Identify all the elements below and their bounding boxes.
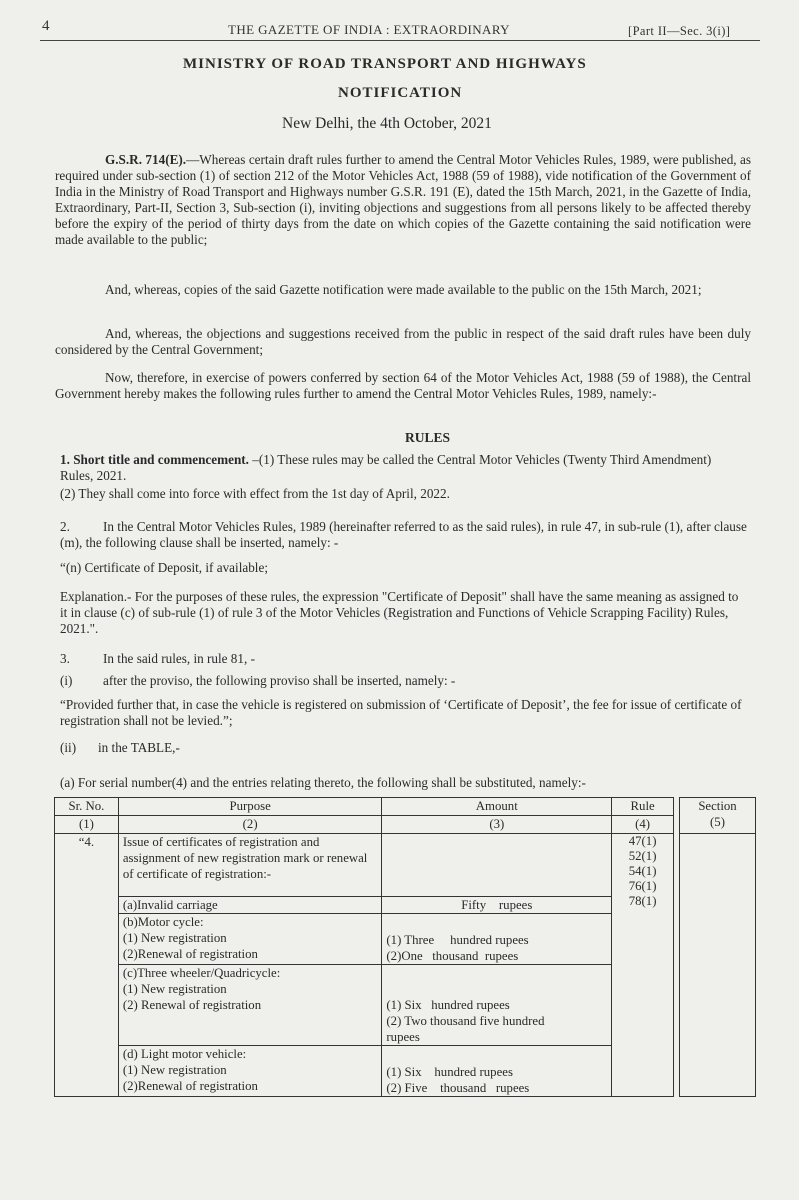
col-num-1: (1) xyxy=(55,816,119,834)
lmv-new: (1) New registration xyxy=(122,1063,227,1077)
three-wheeler-new: (1) New registration xyxy=(122,982,227,996)
header-purpose: Purpose xyxy=(118,798,382,816)
preamble-paragraph-2: And, whereas, copies of the said Gazette notification were made available to the public on the 15th March, 2021; xyxy=(105,282,702,297)
preamble-paragraph-4: Now, therefore, in exercise of powers conferred by section 64 of the Motor Vehicles Act, 1988 (59 of 1988), the Central Government hereby makes the following rules further to amend the Central Motor Vehicles Rules, 1989, namely:- xyxy=(55,370,751,401)
rule-3-number: 3. xyxy=(60,651,70,666)
col-num-4: (4) xyxy=(612,816,674,834)
table-row xyxy=(55,834,756,897)
rule-3-i-text: after the proviso, the following proviso shall be inserted, namely: - xyxy=(103,673,456,688)
motorcycle-amount-2: (2)One thousand rupees xyxy=(386,949,519,963)
col-num-2: (2) xyxy=(118,816,382,834)
part-section-label: [Part II—Sec. 3(i)] xyxy=(628,24,731,38)
table-gap xyxy=(674,816,680,834)
section-cell xyxy=(680,834,756,1097)
motorcycle-amount xyxy=(382,914,612,965)
gsr-number: G.S.R. 714(E). xyxy=(105,152,187,167)
rule-ref: 52(1) xyxy=(628,849,657,863)
motorcycle-renew: (2)Renewal of registration xyxy=(122,947,258,961)
lmv-label: (d) Light motor vehicle: xyxy=(122,1047,247,1061)
lmv-amount-1: (1) Six hundred rupees xyxy=(386,1065,513,1079)
motorcycle-amount-1: (1) Three hundred rupees xyxy=(386,933,529,947)
rules-heading: RULES xyxy=(405,430,451,445)
three-wheeler-amount-3: rupees xyxy=(386,1030,420,1044)
rule-2-explanation: Explanation.- For the purposes of these rules, the expression "Certificate of Deposit" shall have the same meaning as assigned to it in clause (c) of sub-rule (1) of rule 3 of the Motor Vehicles (Registration and Functions of Vehicle Scrapping Facility) Rules, 2021.". xyxy=(60,589,739,636)
rule-ref: 54(1) xyxy=(628,864,657,878)
rule-3-proviso: “Provided further that, in case the vehicle is registered on submission of ‘Certificate of Deposit’, the fee for issue of certificate of registration shall not be levied.”; xyxy=(60,697,742,728)
rule-ref: 76(1) xyxy=(628,879,657,893)
three-wheeler-amount-1: (1) Six hundred rupees xyxy=(386,998,510,1012)
fee-table xyxy=(54,797,756,1097)
preamble-paragraph-1 xyxy=(55,152,751,248)
header-section xyxy=(680,798,756,834)
table-header-row xyxy=(55,798,756,816)
lmv-renew: (2)Renewal of registration xyxy=(122,1079,258,1093)
issue-amount xyxy=(382,834,612,897)
header-rule: Rule xyxy=(612,798,674,816)
serial-number: “4. xyxy=(55,834,119,1097)
rule-1-text: –(1) These rules may be called the Central Motor Vehicles (Twenty Third Amendment) Rules, 2021. xyxy=(60,452,712,483)
notification-title: NOTIFICATION xyxy=(338,85,463,101)
rule-2-clause-n: “(n) Certificate of Deposit, if available; xyxy=(60,560,268,575)
three-wheeler-purpose xyxy=(118,965,382,1046)
issue-text: Issue of certificates of registration and assignment of new registration mark or renewal of certificate of registration:- xyxy=(118,834,382,897)
invalid-carriage-label: (a)Invalid carriage xyxy=(118,897,382,914)
lmv-amount xyxy=(382,1046,612,1097)
page-number: 4 xyxy=(42,18,50,34)
three-wheeler-label: (c)Three wheeler/Quadricycle: xyxy=(122,966,281,980)
header-divider xyxy=(40,40,760,41)
dateline: New Delhi, the 4th October, 2021 xyxy=(282,115,492,132)
header-sr-no: Sr. No. xyxy=(55,798,119,816)
preamble-paragraph-3: And, whereas, the objections and suggestions received from the public in respect of the said draft rules have been duly considered by the Central Government; xyxy=(55,326,751,357)
motorcycle-purpose xyxy=(118,914,382,965)
rule-3-text: In the said rules, in rule 81, - xyxy=(103,651,255,666)
rule-1-heading: 1. Short title and commencement. xyxy=(60,452,249,467)
rule-3-a-text: (a) For serial number(4) and the entries relating thereto, the following shall be substituted, namely:- xyxy=(60,775,586,790)
col-num-5: (5) xyxy=(710,815,725,829)
invalid-carriage-amount: Fifty rupees xyxy=(382,897,612,914)
preamble-text-1: —Whereas certain draft rules further to amend the Central Motor Vehicles Rules, 1989, were published, as required under sub-section (1) of section 212 of the Motor Vehicles Act, 1988 (59 of 1988), vide notification of the Government of India in the Ministry of Road Transport and Highways number G.S.R. 191 (E), dated the 15th March, 2021, in the Gazette of India, Extraordinary, Part-II, Section 3, Sub-section (i), inviting objections and suggestions from all persons likely to be affected thereby before the expiry of the period of thirty days from the date on which copies of the Gazette containing the said notification were made available to the public; xyxy=(55,152,751,247)
rule-3-ii-text: in the TABLE,- xyxy=(98,740,180,755)
motorcycle-new: (1) New registration xyxy=(122,931,227,945)
rule-1-sub-2: (2) They shall come into force with effect from the 1st day of April, 2022. xyxy=(60,486,450,501)
rule-3-i-number: (i) xyxy=(60,673,73,688)
rule-3-ii-number: (ii) xyxy=(60,740,77,755)
rule-2-text: In the Central Motor Vehicles Rules, 1989 (hereinafter referred to as the said rules), in rule 47, in sub-rule (1), after clause (m), the following clause shall be inserted, namely: - xyxy=(60,519,747,550)
rule-refs xyxy=(612,834,674,1097)
lmv-purpose xyxy=(118,1046,382,1097)
three-wheeler-amount xyxy=(382,965,612,1046)
rule-ref: 78(1) xyxy=(628,894,657,908)
motorcycle-label: (b)Motor cycle: xyxy=(122,915,204,929)
table-colnum-row xyxy=(55,816,756,834)
rule-1 xyxy=(60,452,720,484)
ministry-title: MINISTRY OF ROAD TRANSPORT AND HIGHWAYS xyxy=(183,56,587,72)
header-section-label: Section xyxy=(698,799,737,813)
rule-2-number: 2. xyxy=(60,519,70,534)
three-wheeler-amount-2: (2) Two thousand five hundred xyxy=(386,1014,545,1028)
running-head: THE GAZETTE OF INDIA : EXTRAORDINARY xyxy=(228,22,510,37)
rule-ref: 47(1) xyxy=(628,834,657,848)
lmv-amount-2: (2) Five thousand rupees xyxy=(386,1081,530,1095)
header-amount: Amount xyxy=(382,798,612,816)
three-wheeler-renew: (2) Renewal of registration xyxy=(122,998,262,1012)
col-num-3: (3) xyxy=(382,816,612,834)
